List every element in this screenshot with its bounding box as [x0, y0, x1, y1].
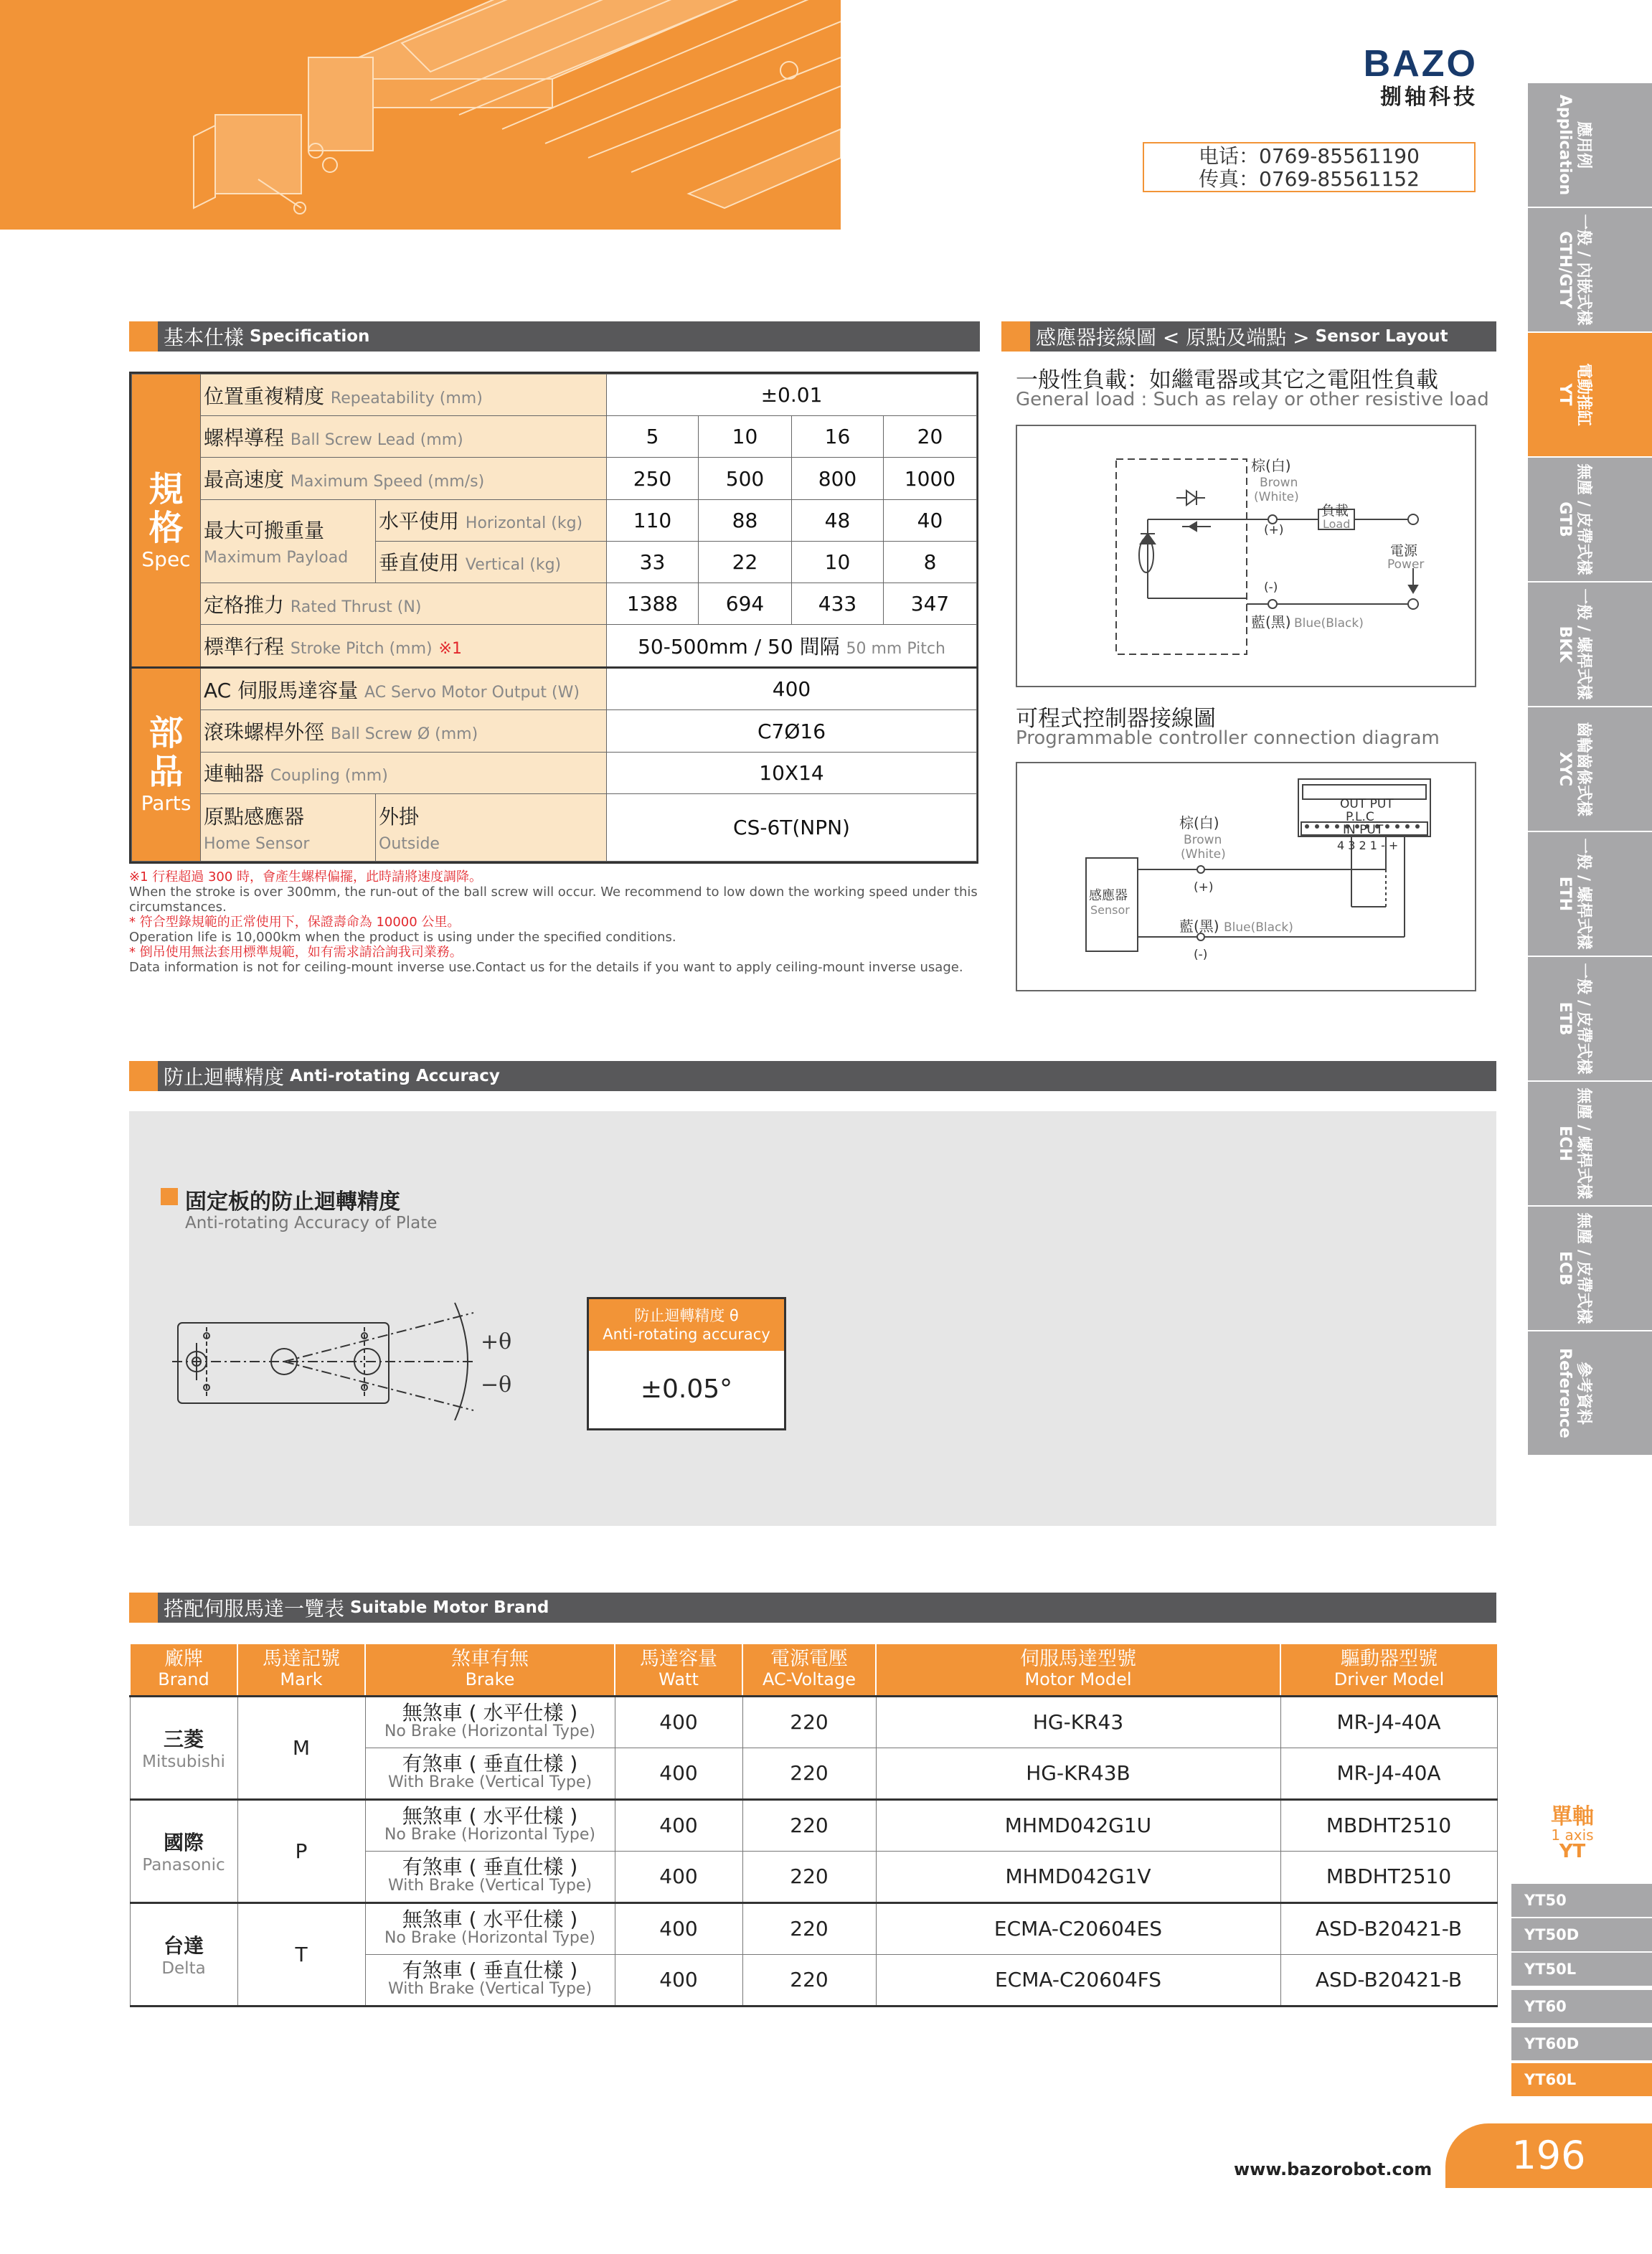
stroke-value: 50-500mm / 50 間隔 50 mm Pitch — [607, 625, 977, 668]
thrust-value: 433 — [792, 583, 884, 625]
model-tab-yt50d[interactable]: YT50D — [1511, 1918, 1652, 1951]
phone-number: 电话：0769-85561190 — [1199, 144, 1420, 168]
voltage-cell: 220 — [742, 1851, 876, 1902]
plate-drawing — [172, 1291, 545, 1420]
side-tab-gth-gty[interactable]: 一般 / 內嵌式樣 GTH/GTY — [1528, 208, 1652, 331]
note-line: ※1 行程超過 300 時，會產生螺桿偏擺，此時請將速度調降。 — [129, 869, 483, 885]
general-load-title: 一般性負載：如繼電器或其它之電阻性負載 — [1016, 367, 1438, 393]
anti-section-header — [129, 1061, 1496, 1091]
lead-value: 16 — [792, 416, 884, 458]
plc-output-label: OUT PUT — [1340, 797, 1394, 811]
brake-cell: 有煞車 ( 垂直仕樣 ) With Brake (Vertical Type) — [365, 1851, 615, 1902]
payload-horizontal-value: 110 — [607, 499, 699, 541]
spec-table — [129, 372, 978, 864]
voltage-cell: 220 — [742, 1902, 876, 1954]
driver-model-cell: MR-J4-40A — [1280, 1748, 1497, 1799]
watt-cell: 400 — [615, 1851, 742, 1902]
blue-wire-label: 藍(黑) — [1251, 613, 1291, 631]
side-tab-application[interactable]: 應用例 Application — [1528, 83, 1652, 207]
mark-cell: M — [237, 1696, 365, 1799]
section-accent-bar — [129, 1593, 158, 1623]
product-hero-image — [0, 0, 841, 230]
plus-theta-label: +θ — [481, 1329, 512, 1354]
payload-vertical-label: 垂直使用 Vertical (kg) — [376, 541, 607, 583]
accuracy-value: ±0.05° — [640, 1374, 733, 1404]
plc-title: 可程式控制器接線圖 — [1016, 706, 1216, 732]
svg-text:(+): (+) — [1194, 880, 1214, 895]
motor-model-cell: HG-KR43 — [876, 1696, 1280, 1748]
speed-value: 500 — [699, 458, 792, 499]
col-header-motor-model: 伺服馬達型號 Motor Model — [876, 1644, 1280, 1696]
voltage-cell: 220 — [742, 1696, 876, 1748]
speed-value: 250 — [607, 458, 699, 499]
col-header-mark: 馬達記號 Mark — [237, 1644, 365, 1696]
watt-cell: 400 — [615, 1954, 742, 2006]
spec-title-cn: 基本仕樣 — [164, 326, 245, 349]
coupling-label: 連軸器 Coupling (mm) — [201, 752, 607, 793]
contact-box — [1143, 142, 1476, 192]
general-load-wiring — [1017, 426, 1475, 686]
plc-wiring — [1017, 763, 1475, 990]
motor-model-cell: MHMD042G1U — [876, 1799, 1280, 1851]
side-tab-ech[interactable]: 無塵 / 螺桿式樣 ECH — [1528, 1082, 1652, 1205]
side-tab-bkk[interactable]: 一般 / 螺桿式樣 BKK — [1528, 583, 1652, 706]
motor-title-cn: 搭配伺服馬達一覽表 — [164, 1597, 345, 1621]
general-load-diagram — [1016, 425, 1476, 687]
svg-text:(White): (White) — [1181, 847, 1226, 862]
thrust-value: 347 — [884, 583, 977, 625]
model-tab-yt50l[interactable]: YT50L — [1511, 1953, 1652, 1986]
col-header-brake: 煞車有無 Brake — [365, 1644, 615, 1696]
voltage-cell: 220 — [742, 1799, 876, 1851]
lead-label: 螺桿導程 Ball Screw Lead (mm) — [201, 416, 607, 458]
spec-group-label: 規 格 Spec — [132, 374, 201, 668]
brown-wire-label: 棕(白) — [1251, 457, 1291, 474]
svg-text:棕(白): 棕(白) — [1179, 814, 1219, 831]
payload-vertical-value: 8 — [884, 541, 977, 583]
motor-model-cell: ECMA-C20604ES — [876, 1902, 1280, 1954]
parts-group-label: 部 品 Parts — [132, 667, 201, 861]
sensor-section-header — [1001, 321, 1496, 352]
driver-model-cell: MR-J4-40A — [1280, 1696, 1497, 1748]
svg-text:Blue(Black): Blue(Black) — [1224, 920, 1293, 935]
brand-cell: 台達 Delta — [130, 1902, 237, 2006]
brake-cell: 無煞車 ( 水平仕樣 ) No Brake (Horizontal Type) — [365, 1696, 615, 1748]
payload-vertical-value: 10 — [792, 541, 884, 583]
driver-model-cell: ASD-B20421-B — [1280, 1954, 1497, 2006]
payload-horizontal-value: 48 — [792, 499, 884, 541]
brake-cell: 有煞車 ( 垂直仕樣 ) With Brake (Vertical Type) — [365, 1954, 615, 2006]
note-line: * 倒吊使用無法套用標準規範，如有需求請洽詢我司業務。 — [129, 945, 463, 960]
accuracy-box — [587, 1297, 786, 1430]
minus-theta-label: −θ — [481, 1372, 512, 1397]
payload-label: 最大可搬重量 Maximum Payload — [201, 499, 376, 583]
payload-horizontal-value: 88 — [699, 499, 792, 541]
col-header-voltage: 電源電壓 AC-Voltage — [742, 1644, 876, 1696]
svg-text:Load: Load — [1323, 517, 1351, 531]
mark-cell: T — [237, 1902, 365, 2006]
load-label: 負載 — [1321, 503, 1349, 519]
thrust-label: 定格推力 Rated Thrust (N) — [201, 583, 607, 625]
svg-text:Power: Power — [1387, 557, 1425, 572]
spec-notes — [129, 869, 978, 975]
col-header-watt: 馬達容量 Watt — [615, 1644, 742, 1696]
motor-model-cell: MHMD042G1V — [876, 1851, 1280, 1902]
brand-cell: 三菱 Mitsubishi — [130, 1696, 237, 1799]
home-sensor-value: CS-6T(NPN) — [607, 794, 977, 862]
repeatability-label: 位置重複精度 Repeatability (mm) — [201, 374, 607, 416]
table-row — [130, 1902, 1497, 1954]
logo-brand-cn: 捌轴科技 — [1380, 85, 1478, 110]
sensor-title-cn: 感應器接線圖 < 原點及端點 > — [1036, 326, 1310, 349]
axis-label: 單軸 1 axis YT — [1551, 1804, 1594, 1862]
speed-value: 800 — [792, 458, 884, 499]
page-number: 196 — [1445, 2123, 1652, 2188]
servo-label: AC 伺服馬達容量 AC Servo Motor Output (W) — [201, 667, 607, 710]
watt-cell: 400 — [615, 1902, 742, 1954]
plc-input-label: IN PUT — [1343, 823, 1384, 837]
motor-model-cell: HG-KR43B — [876, 1748, 1280, 1799]
watt-cell: 400 — [615, 1748, 742, 1799]
note-line: Data information is not for ceiling-mount inverse use.Contact us for the details if you want to apply ceiling-mount inverse usage. — [129, 960, 963, 975]
side-tab-xyc[interactable]: 齒輪齒條式樣 XYC — [1528, 707, 1652, 831]
repeatability-value: ±0.01 — [607, 374, 977, 416]
home-sensor-sub-label: 外掛 Outside — [376, 794, 607, 862]
anti-title-en: Anti-rotating Accuracy — [290, 1067, 500, 1085]
thrust-value: 694 — [699, 583, 792, 625]
svg-text:Blue(Black): Blue(Black) — [1294, 616, 1364, 631]
table-row — [130, 1696, 1497, 1748]
svg-text:Sensor: Sensor — [1090, 903, 1130, 917]
general-load-subtitle: General load : Such as relay or other resistive load — [1016, 389, 1489, 410]
spec-section-header — [129, 321, 980, 352]
model-tab-yt60d[interactable]: YT60D — [1511, 2027, 1652, 2060]
speed-value: 1000 — [884, 458, 977, 499]
brand-cell: 國際 Panasonic — [130, 1799, 237, 1902]
screw-value: C7Ø16 — [607, 710, 977, 752]
plc-name: P.L.C — [1346, 810, 1374, 824]
speed-label: 最高速度 Maximum Speed (mm/s) — [201, 458, 607, 499]
brake-cell: 無煞車 ( 水平仕樣 ) No Brake (Horizontal Type) — [365, 1799, 615, 1851]
col-header-brand: 廠牌 Brand — [130, 1644, 237, 1696]
coupling-value: 10X14 — [607, 752, 977, 793]
side-tab-ecb[interactable]: 無塵 / 皮帶式樣 ECB — [1528, 1207, 1652, 1330]
plc-pins: 4 3 2 1 - + — [1337, 839, 1399, 852]
spec-title-en: Specification — [250, 327, 370, 346]
driver-model-cell: MBDHT2510 — [1280, 1851, 1497, 1902]
note-line: * 符合型錄規範的正常使用下，保證壽命為 10000 公里。 — [129, 915, 461, 930]
payload-horizontal-label: 水平使用 Horizontal (kg) — [376, 499, 607, 541]
anti-subtitle-cn: 固定板的防止迴轉精度 — [185, 1189, 400, 1215]
side-tab-gtb[interactable]: 無塵 / 皮帶式樣 GTB — [1528, 458, 1652, 581]
thrust-value: 1388 — [607, 583, 699, 625]
section-accent-bar — [1001, 321, 1030, 352]
power-label: 電源 — [1390, 543, 1418, 559]
sensor-title-en: Sensor Layout — [1315, 327, 1448, 346]
lead-value: 20 — [884, 416, 977, 458]
lead-value: 5 — [607, 416, 699, 458]
company-logo — [1349, 43, 1478, 110]
side-tab-reference[interactable]: 參考資料 Reference — [1528, 1331, 1652, 1455]
driver-model-cell: ASD-B20421-B — [1280, 1902, 1497, 1954]
brake-cell: 無煞車 ( 水平仕樣 ) No Brake (Horizontal Type) — [365, 1902, 615, 1954]
brake-cell: 有煞車 ( 垂直仕樣 ) With Brake (Vertical Type) — [365, 1748, 615, 1799]
svg-text:(-): (-) — [1264, 580, 1278, 595]
plc-subtitle: Programmable controller connection diagram — [1016, 727, 1440, 749]
model-tab-yt60[interactable]: YT60 — [1511, 1990, 1652, 2023]
fax-number: 传真：0769-85561152 — [1199, 167, 1420, 191]
anti-title-cn: 防止迴轉精度 — [164, 1065, 285, 1089]
side-tab-etb[interactable]: 一般 / 皮帶式樣 ETB — [1528, 957, 1652, 1080]
section-accent-bar — [129, 1061, 158, 1091]
note-line: Operation life is 10,000km when the product is using under the specified conditions. — [129, 930, 676, 945]
side-tab-eth[interactable]: 一般 / 螺桿式樣 ETH — [1528, 832, 1652, 956]
home-sensor-label: 原點感應器 Home Sensor — [201, 794, 376, 862]
model-tab-yt60l[interactable]: YT60L — [1511, 2063, 1652, 2096]
actuator-illustration — [0, 0, 841, 230]
payload-vertical-value: 33 — [607, 541, 699, 583]
motor-section-header — [129, 1593, 1496, 1623]
section-accent-bar — [129, 321, 158, 352]
driver-model-cell: MBDHT2510 — [1280, 1799, 1497, 1851]
model-tab-yt50[interactable]: YT50 — [1511, 1884, 1652, 1917]
screw-label: 滾珠螺桿外徑 Ball Screw Ø (mm) — [201, 710, 607, 752]
svg-text:(White): (White) — [1254, 490, 1299, 504]
anti-subtitle-en: Anti-rotating Accuracy of Plate — [185, 1214, 438, 1232]
svg-text:(+): (+) — [1264, 523, 1284, 537]
side-tab-yt[interactable]: 電動推缸 YT — [1528, 333, 1652, 456]
logo-brand: BAZO — [1363, 43, 1478, 85]
motor-table — [129, 1644, 1496, 2007]
watt-cell: 400 — [615, 1799, 742, 1851]
svg-text:(-): (-) — [1194, 948, 1208, 962]
plc-diagram — [1016, 762, 1476, 991]
svg-text:Brown: Brown — [1260, 476, 1298, 490]
voltage-cell: 220 — [742, 1748, 876, 1799]
mark-cell: P — [237, 1799, 365, 1902]
payload-vertical-value: 22 — [699, 541, 792, 583]
stroke-label: 標準行程 Stroke Pitch (mm) ※1 — [201, 625, 607, 668]
payload-horizontal-value: 40 — [884, 499, 977, 541]
servo-value: 400 — [607, 667, 977, 710]
watt-cell: 400 — [615, 1696, 742, 1748]
motor-model-cell: ECMA-C20604FS — [876, 1954, 1280, 2006]
col-header-driver-model: 驅動器型號 Driver Model — [1280, 1644, 1497, 1696]
svg-text:Brown: Brown — [1184, 833, 1222, 847]
table-row — [130, 1799, 1497, 1851]
note-line: When the stroke is over 300mm, the run-out of the ball screw will occur. We recommend to low down the working speed under this circumstances. — [129, 885, 978, 915]
accuracy-header: 防止迴轉精度 θ Anti-rotating accuracy — [589, 1299, 784, 1351]
website-url[interactable]: www.bazorobot.com — [1234, 2159, 1432, 2179]
motor-title-en: Suitable Motor Brand — [350, 1598, 549, 1617]
sensor-box-label: 感應器 — [1089, 888, 1128, 903]
svg-text:藍(黑): 藍(黑) — [1179, 918, 1219, 935]
bullet-square — [161, 1188, 178, 1205]
lead-value: 10 — [699, 416, 792, 458]
voltage-cell: 220 — [742, 1954, 876, 2006]
